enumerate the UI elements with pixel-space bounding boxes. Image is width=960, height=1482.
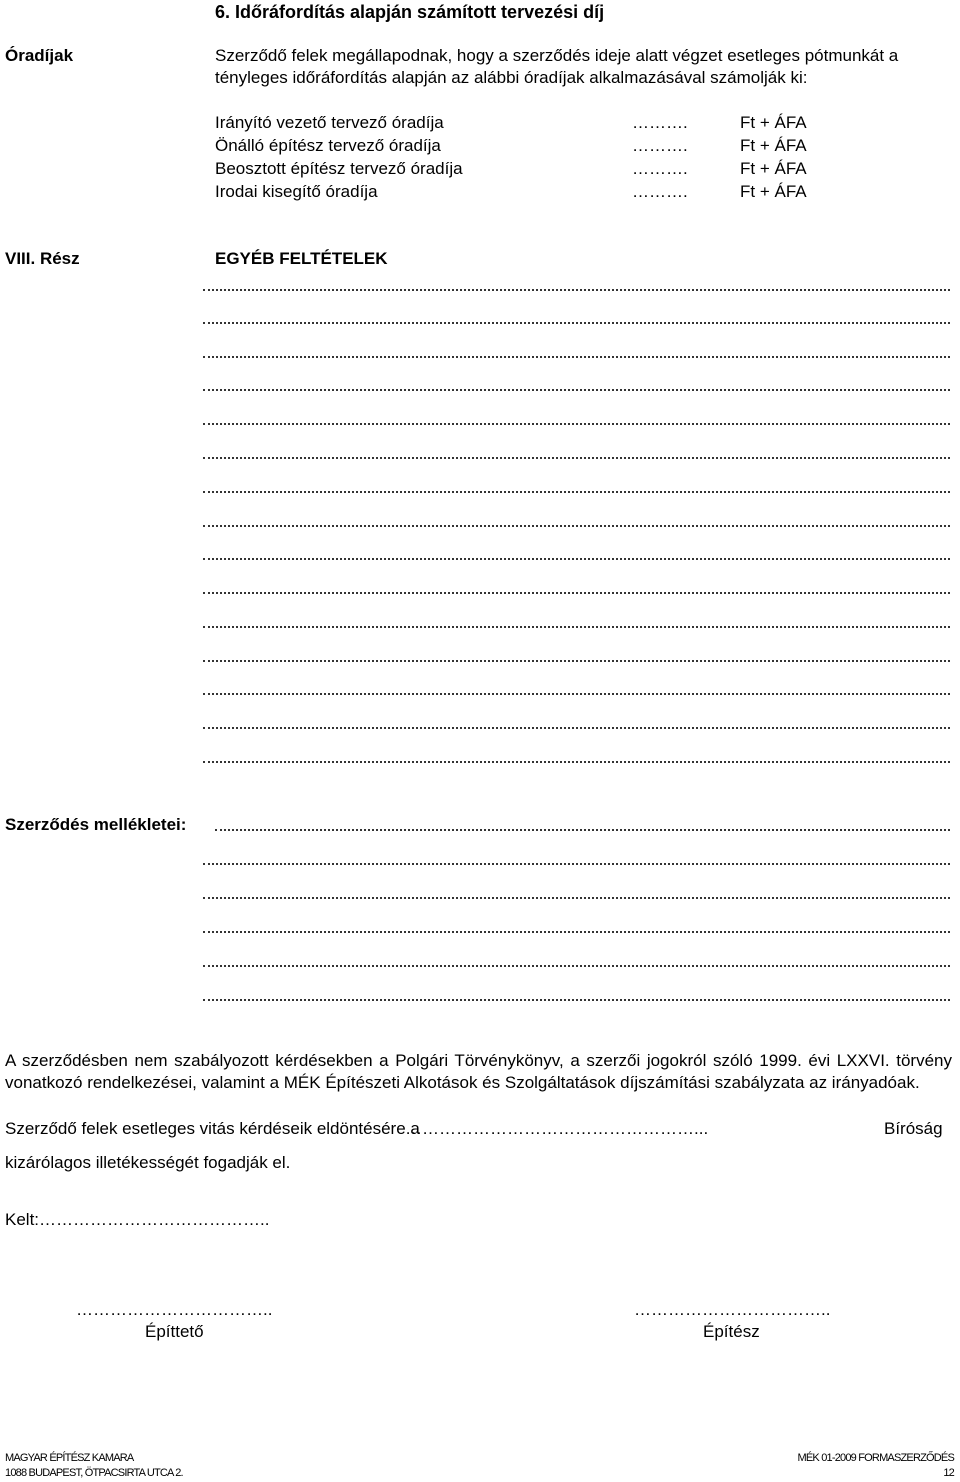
part-label: VIII. Rész <box>5 249 80 268</box>
signature-line: …………………………….. <box>634 1300 831 1319</box>
signature-role: Építész <box>703 1322 760 1341</box>
footer-org: MAGYAR ÉPÍTÉSZ KAMARA <box>5 1452 134 1464</box>
fill-in-line <box>203 897 950 899</box>
fill-in-line <box>203 999 950 1001</box>
rate-label: Irányító vezető tervező óradíja <box>215 113 444 132</box>
fill-in-line <box>203 525 950 527</box>
dispute-court-blank: ……………………………………………... <box>405 1119 709 1138</box>
fill-in-line <box>203 626 950 628</box>
rate-unit: Ft + ÁFA <box>740 159 807 178</box>
signature-role: Építtető <box>145 1322 204 1341</box>
dispute-line-2: kizárólagos illetékességét fogadják el. <box>5 1153 291 1172</box>
annexes-label: Szerződés mellékletei: <box>5 815 187 834</box>
fill-in-line <box>215 829 950 831</box>
fill-in-line <box>203 693 950 695</box>
part-title: EGYÉB FELTÉTELEK <box>215 249 388 268</box>
fill-in-line <box>203 965 950 967</box>
kelt-line: Kelt:………………………………….. <box>5 1210 270 1229</box>
fill-in-line <box>203 727 950 729</box>
rate-unit: Ft + ÁFA <box>740 136 807 155</box>
fill-in-line <box>203 491 950 493</box>
footer-page-number: 12 <box>943 1467 954 1479</box>
rate-unit: Ft + ÁFA <box>740 113 807 132</box>
rate-unit: Ft + ÁFA <box>740 182 807 201</box>
rate-label: Irodai kisegítő óradíja <box>215 182 378 201</box>
section-heading: 6. Időráfordítás alapján számított tervezési díj <box>215 2 605 22</box>
fill-in-line <box>203 389 950 391</box>
fill-in-line <box>203 322 950 324</box>
dispute-line-1-end: Bíróság <box>884 1119 943 1138</box>
side-label-oradijak: Óradíjak <box>5 46 74 65</box>
footer-address: 1088 BUDAPEST, ÖTPACSIRTA UTCA 2. <box>5 1467 183 1479</box>
dispute-line-1-start: Szerződő felek esetleges vitás kérdéseik eldöntésére a <box>5 1119 420 1138</box>
intro-paragraph: Szerződő felek megállapodnak, hogy a szerződés ideje alatt végzet esetleges pótmunkát a tényleges időráfordítás alapján az alábbi óradíjak alkalmazásával számolják ki: <box>215 46 899 87</box>
fill-in-line <box>203 289 950 291</box>
rate-label: Beosztott építész tervező óradíja <box>215 159 463 178</box>
rate-value: ………. <box>632 113 688 132</box>
fill-in-line <box>203 863 950 865</box>
fill-in-line <box>203 761 950 763</box>
rate-label: Önálló építész tervező óradíja <box>215 136 441 155</box>
fill-in-line <box>203 660 950 662</box>
fill-in-line <box>203 457 950 459</box>
legal-paragraph: A szerződésben nem szabályozott kérdésekben a Polgári Törvénykönyv, a szerzői jogokról szóló 1999. évi LXXVI. törvény vonatkozó rendelkezései, valamint a MÉK Építészeti Alkotások és Szolgáltatások díjszámítási szabályzata az irányadóak. <box>5 1051 952 1092</box>
signature-line: …………………………….. <box>76 1300 273 1319</box>
rate-value: ………. <box>632 182 688 201</box>
fill-in-line <box>203 931 950 933</box>
footer-form-id: MÉK 01-2009 FORMASZERZŐDÉS <box>797 1452 954 1464</box>
fill-in-line <box>203 592 950 594</box>
fill-in-line <box>203 558 950 560</box>
fill-in-line <box>203 356 950 358</box>
fill-in-line <box>203 423 950 425</box>
rate-value: ………. <box>632 136 688 155</box>
rate-value: ………. <box>632 159 688 178</box>
